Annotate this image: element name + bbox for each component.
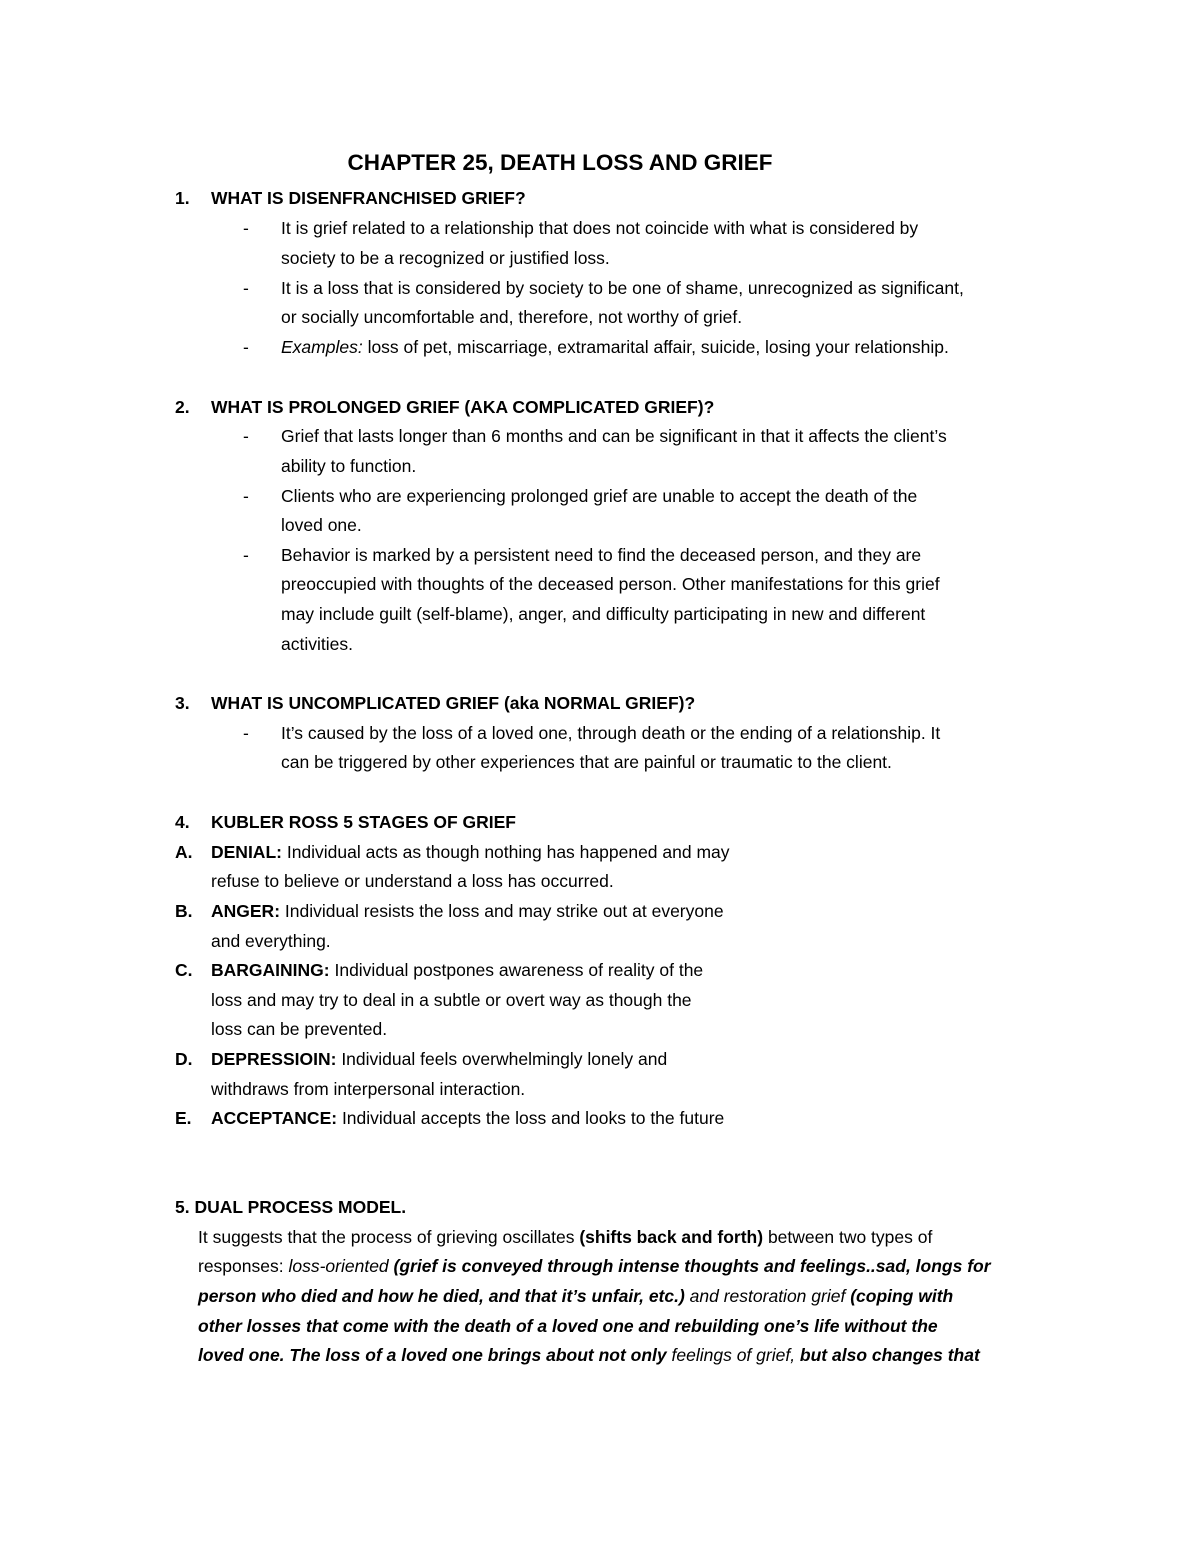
text-run: between two types of bbox=[763, 1227, 933, 1247]
stage-bargaining-cont bbox=[0, 1014, 1200, 1044]
stage-text bbox=[211, 1103, 724, 1133]
q2-bullet-2 bbox=[0, 481, 1200, 511]
stage-label: DENIAL: bbox=[211, 842, 282, 862]
stage-letter: D. bbox=[175, 1049, 193, 1069]
q2-bullet-3-cont bbox=[0, 629, 1200, 659]
q2-bullet-3-cont bbox=[0, 599, 1200, 629]
bullet-dash: - bbox=[243, 218, 249, 238]
q2-bullet-3-cont bbox=[0, 569, 1200, 599]
stage-label: ANGER: bbox=[211, 901, 281, 921]
text-run: (coping with bbox=[850, 1286, 954, 1306]
examples-text: loss of pet, miscarriage, extramarital affair, suicide, losing your relationship. bbox=[362, 337, 949, 357]
text-run: and restoration grief bbox=[684, 1286, 851, 1306]
stage-letter: C. bbox=[175, 960, 193, 980]
q5-paragraph-line bbox=[0, 1251, 1200, 1281]
q1-heading: WHAT IS DISENFRANCHISED GRIEF? bbox=[211, 188, 526, 208]
bullet-text: or socially uncomfortable and, therefore, not worthy of grief. bbox=[281, 307, 743, 327]
paragraph-text bbox=[198, 1311, 938, 1341]
q1-bullet-1-cont bbox=[0, 243, 1200, 273]
stage-denial bbox=[0, 837, 1200, 867]
text-run: (shifts back and forth) bbox=[579, 1227, 764, 1247]
q4-heading-line bbox=[0, 807, 1200, 837]
q2-bullet-1 bbox=[0, 421, 1200, 451]
q3-heading-line bbox=[0, 688, 1200, 718]
examples-label: Examples: bbox=[281, 337, 363, 357]
bullet-text: Behavior is marked by a persistent need to find the deceased person, and they are bbox=[281, 545, 922, 565]
bullet-text: can be triggered by other experiences that are painful or traumatic to the client. bbox=[281, 752, 892, 772]
q3-heading: WHAT IS UNCOMPLICATED GRIEF (aka NORMAL GRIEF)? bbox=[211, 693, 696, 713]
page-title: CHAPTER 25, DEATH LOSS AND GRIEF bbox=[347, 150, 773, 175]
text-run: but also changes that bbox=[795, 1345, 980, 1365]
stage-desc: loss and may try to deal in a subtle or overt way as though the bbox=[211, 990, 692, 1010]
q2-bullet-3 bbox=[0, 540, 1200, 570]
text-run: loved one. The loss of a loved one brings about not only bbox=[198, 1345, 672, 1365]
stage-anger bbox=[0, 896, 1200, 926]
stage-desc: Individual feels overwhelmingly lonely and bbox=[336, 1049, 668, 1069]
q1-number: 1. bbox=[175, 188, 190, 208]
q2-bullet-2-cont bbox=[0, 510, 1200, 540]
q1-heading-line bbox=[0, 183, 1200, 213]
bullet-text: It is grief related to a relationship that does not coincide with what is considered by bbox=[281, 218, 919, 238]
stage-bargaining-cont bbox=[0, 985, 1200, 1015]
stage-anger-cont bbox=[0, 926, 1200, 956]
q5-paragraph-line bbox=[0, 1340, 1200, 1370]
paragraph-text bbox=[198, 1281, 953, 1311]
stage-letter: B. bbox=[175, 901, 193, 921]
bullet-dash: - bbox=[243, 278, 249, 298]
q2-number: 2. bbox=[175, 397, 190, 417]
stage-desc: withdraws from interpersonal interaction. bbox=[211, 1079, 526, 1099]
bullet-text: It’s caused by the loss of a loved one, through death or the ending of a relationship. It bbox=[281, 723, 941, 743]
bullet-dash: - bbox=[243, 426, 249, 446]
bullet-text: may include guilt (self-blame), anger, and difficulty participating in new and different bbox=[281, 604, 926, 624]
q2-bullet-1-cont bbox=[0, 451, 1200, 481]
q2-heading-line bbox=[0, 392, 1200, 422]
q3-bullet-1 bbox=[0, 718, 1200, 748]
q4-heading: KUBLER ROSS 5 STAGES OF GRIEF bbox=[211, 812, 516, 832]
paragraph-text bbox=[198, 1340, 980, 1370]
bullet-text: Grief that lasts longer than 6 months and can be significant in that it affects the client’s bbox=[281, 426, 947, 446]
paragraph-text bbox=[198, 1222, 932, 1252]
stage-denial-cont bbox=[0, 866, 1200, 896]
paragraph-text bbox=[198, 1251, 991, 1281]
stage-depression-cont bbox=[0, 1074, 1200, 1104]
stage-label: DEPRESSIOIN: bbox=[211, 1049, 337, 1069]
q5-paragraph-line bbox=[0, 1222, 1200, 1252]
stage-label: ACCEPTANCE: bbox=[211, 1108, 338, 1128]
q1-bullet-1 bbox=[0, 213, 1200, 243]
stage-desc: loss can be prevented. bbox=[211, 1019, 388, 1039]
q1-bullet-2 bbox=[0, 273, 1200, 303]
stage-desc: Individual acts as though nothing has happened and may bbox=[281, 842, 730, 862]
q2-heading: WHAT IS PROLONGED GRIEF (AKA COMPLICATED GRIEF)? bbox=[211, 397, 715, 417]
q5-heading: 5. DUAL PROCESS MODEL. bbox=[175, 1197, 407, 1217]
stage-bargaining bbox=[0, 955, 1200, 985]
q3-number: 3. bbox=[175, 693, 190, 713]
text-run: person who died and how he died, and that it’s unfair, etc.) bbox=[198, 1286, 685, 1306]
text-run: feelings of grief, bbox=[671, 1345, 796, 1365]
bullet-text: It is a loss that is considered by society to be one of shame, unrecognized as significant, bbox=[281, 278, 964, 298]
q3-bullet-1-cont bbox=[0, 747, 1200, 777]
bullet-text: ability to function. bbox=[281, 456, 417, 476]
bullet-text: society to be a recognized or justified loss. bbox=[281, 248, 610, 268]
text-run: loss-oriented bbox=[288, 1256, 394, 1276]
q1-bullet-3 bbox=[0, 332, 1200, 362]
text-run: (grief is conveyed through intense thoughts and feelings..sad, longs for bbox=[393, 1256, 991, 1276]
bullet-text bbox=[281, 332, 949, 362]
stage-letter: E. bbox=[175, 1108, 192, 1128]
text-run: It suggests that the process of grieving oscillates bbox=[198, 1227, 580, 1247]
text-run: responses: bbox=[198, 1256, 289, 1276]
q5-paragraph-line bbox=[0, 1311, 1200, 1341]
stage-desc: refuse to believe or understand a loss has occurred. bbox=[211, 871, 614, 891]
bullet-dash: - bbox=[243, 545, 249, 565]
stage-desc: Individual accepts the loss and looks to the future bbox=[337, 1108, 725, 1128]
stage-text bbox=[211, 1044, 667, 1074]
stage-desc: Individual resists the loss and may strike out at everyone bbox=[280, 901, 724, 921]
bullet-dash: - bbox=[243, 723, 249, 743]
q4-number: 4. bbox=[175, 812, 190, 832]
stage-depression bbox=[0, 1044, 1200, 1074]
q5-paragraph-line bbox=[0, 1281, 1200, 1311]
bullet-text: loved one. bbox=[281, 515, 362, 535]
q5-heading-line bbox=[0, 1192, 1200, 1222]
text-run: other losses that come with the death of a loved one and rebuilding one’s life without the bbox=[198, 1316, 938, 1336]
stage-text bbox=[211, 896, 724, 926]
stage-text bbox=[211, 837, 730, 867]
bullet-text: preoccupied with thoughts of the deceased person. Other manifestations for this grief bbox=[281, 574, 940, 594]
stage-desc: and everything. bbox=[211, 931, 331, 951]
bullet-dash: - bbox=[243, 486, 249, 506]
stage-label: BARGAINING: bbox=[211, 960, 330, 980]
stage-letter: A. bbox=[175, 842, 193, 862]
stage-acceptance bbox=[0, 1103, 1200, 1133]
stage-text bbox=[211, 955, 703, 985]
stage-desc: Individual postpones awareness of reality of the bbox=[329, 960, 704, 980]
bullet-text: Clients who are experiencing prolonged grief are unable to accept the death of the bbox=[281, 486, 918, 506]
q1-bullet-2-cont bbox=[0, 302, 1200, 332]
bullet-text: activities. bbox=[281, 634, 353, 654]
bullet-dash: - bbox=[243, 337, 249, 357]
